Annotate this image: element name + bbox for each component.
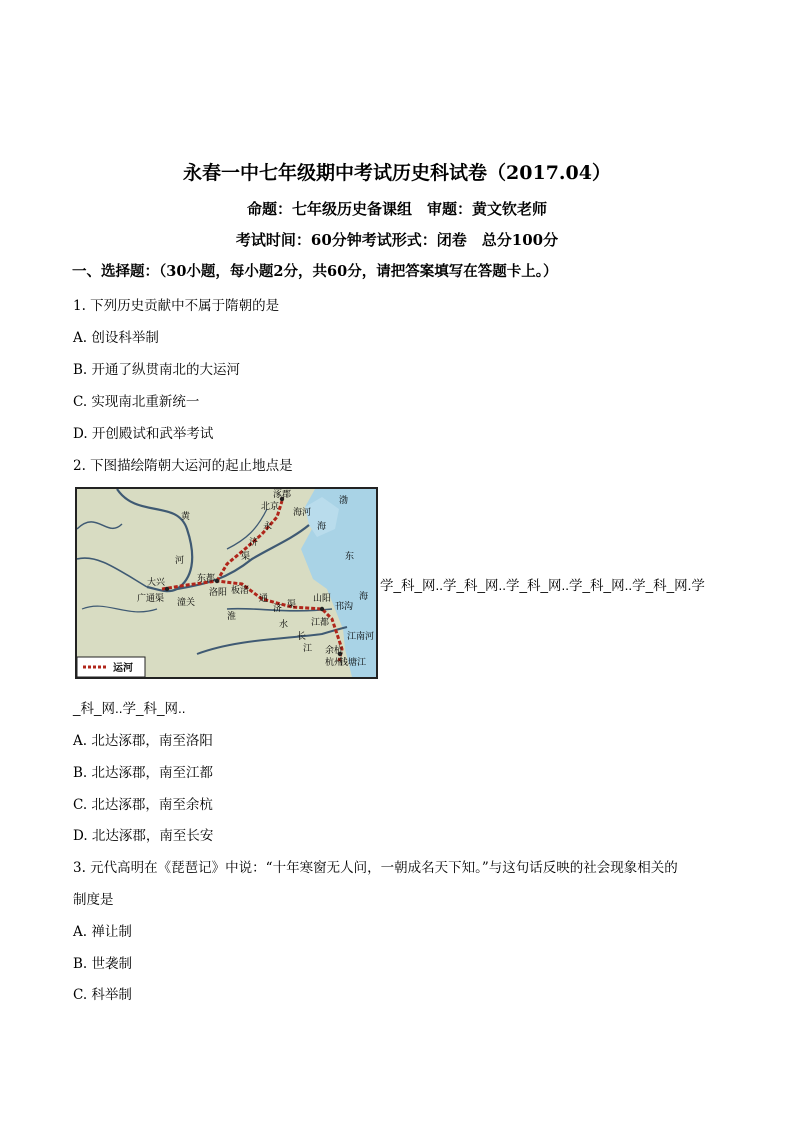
question-3-stem-line1: 3. 元代高明在《琵琶记》中说：“十年寒窗无人问，一朝成名天下知。”与这句话反映的社会现象相关的 bbox=[73, 860, 678, 876]
question-3-option-b: B. 世袭制 bbox=[73, 956, 133, 972]
question-1-option-a: A. 创设科举制 bbox=[73, 330, 159, 346]
map-label-hanjiang: 邗沟 bbox=[335, 602, 354, 612]
map-label-hai1: 海 bbox=[317, 522, 327, 532]
map-label-tongguan: 潼关 bbox=[177, 598, 196, 608]
map-label-dong: 东 bbox=[345, 552, 355, 562]
map-label-ji1: 济 bbox=[249, 538, 259, 548]
map-label-huang: 黄 bbox=[181, 512, 191, 522]
map-label-zhuojun: 涿郡 bbox=[273, 490, 292, 500]
question-3-stem-line2: 制度是 bbox=[73, 892, 114, 908]
question-3-option-c: C. 科举制 bbox=[73, 987, 132, 1003]
question-1-stem: 1. 下列历史贡献中不属于隋朝的是 bbox=[73, 298, 280, 314]
question-2-option-a: A. 北达涿郡，南至洛阳 bbox=[73, 733, 213, 749]
question-2-option-d: D. 北达涿郡，南至长安 bbox=[73, 828, 214, 844]
map-label-qu2: 渠 bbox=[287, 600, 297, 610]
question-1-option-c: C. 实现南北重新统一 bbox=[73, 394, 200, 410]
map-label-bo: 渤 bbox=[339, 496, 349, 506]
question-2-option-b: B. 北达涿郡，南至江都 bbox=[73, 765, 214, 781]
question-2-stem: 2. 下图描绘隋朝大运河的起止地点是 bbox=[73, 458, 293, 474]
map-label-qiantang: 钱塘江 bbox=[339, 658, 367, 668]
map-label-chang: 长 bbox=[297, 632, 307, 642]
map-label-beijing: 北京 bbox=[261, 502, 280, 512]
exam-info: 考试时间：60分钟考试形式：闭卷 总分100分 bbox=[235, 231, 559, 249]
map-label-haihe: 海河 bbox=[293, 508, 312, 518]
grand-canal-map bbox=[75, 487, 378, 679]
exam-authors: 命题：七年级历史备课组 审题：黄文钦老师 bbox=[246, 200, 547, 218]
map-label-jiangdu: 江都 bbox=[311, 618, 330, 628]
map-label-qu1: 渠 bbox=[241, 552, 251, 562]
watermark-text-2: _科_网..学_科_网.. bbox=[73, 701, 186, 716]
question-2-option-c: C. 北达涿郡，南至余杭 bbox=[73, 797, 213, 813]
map-label-luoyang: 洛阳 bbox=[209, 588, 228, 598]
map-label-shui: 水 bbox=[279, 620, 289, 630]
map-label-hai2: 海 bbox=[359, 592, 369, 602]
map-legend-label: 运河 bbox=[113, 663, 133, 674]
question-3-option-a: A. 禅让制 bbox=[73, 924, 132, 940]
map-label-huai: 淮 bbox=[227, 612, 237, 622]
map-label-guangtong: 广通渠 bbox=[137, 594, 165, 604]
map-label-he: 河 bbox=[175, 556, 185, 566]
map-label-banzhu: 板渚 bbox=[231, 586, 250, 596]
map-label-daxing: 大兴 bbox=[147, 578, 166, 588]
map-label-yuhang: 余杭 bbox=[325, 646, 344, 656]
map-label-shanyang: 山阳 bbox=[313, 594, 332, 604]
map-label-tong: 通 bbox=[259, 594, 269, 604]
section-heading: 一、选择题：（30小题，每小题2分，共60分，请把答案填写在答题卡上。） bbox=[72, 263, 558, 280]
map-label-ji2: 济 bbox=[273, 604, 283, 614]
page-title: 永春一中七年级期中考试历史科试卷（2017.04） bbox=[183, 162, 611, 184]
question-1-option-b: B. 开通了纵贯南北的大运河 bbox=[73, 362, 241, 378]
map-label-jiang: 江 bbox=[303, 644, 313, 654]
map-label-yong: 永 bbox=[263, 522, 273, 532]
map-label-hangzhou: 杭州 bbox=[325, 658, 344, 668]
map-label-jiangnanhe: 江南河 bbox=[347, 632, 375, 642]
map-label-dongdu: 东都 bbox=[197, 574, 216, 584]
question-1-option-d: D. 开创殿试和武举考试 bbox=[73, 426, 214, 442]
watermark-text-1: 学_科_网..学_科_网..学_科_网..学_科_网..学_科_网.学 bbox=[380, 578, 705, 593]
